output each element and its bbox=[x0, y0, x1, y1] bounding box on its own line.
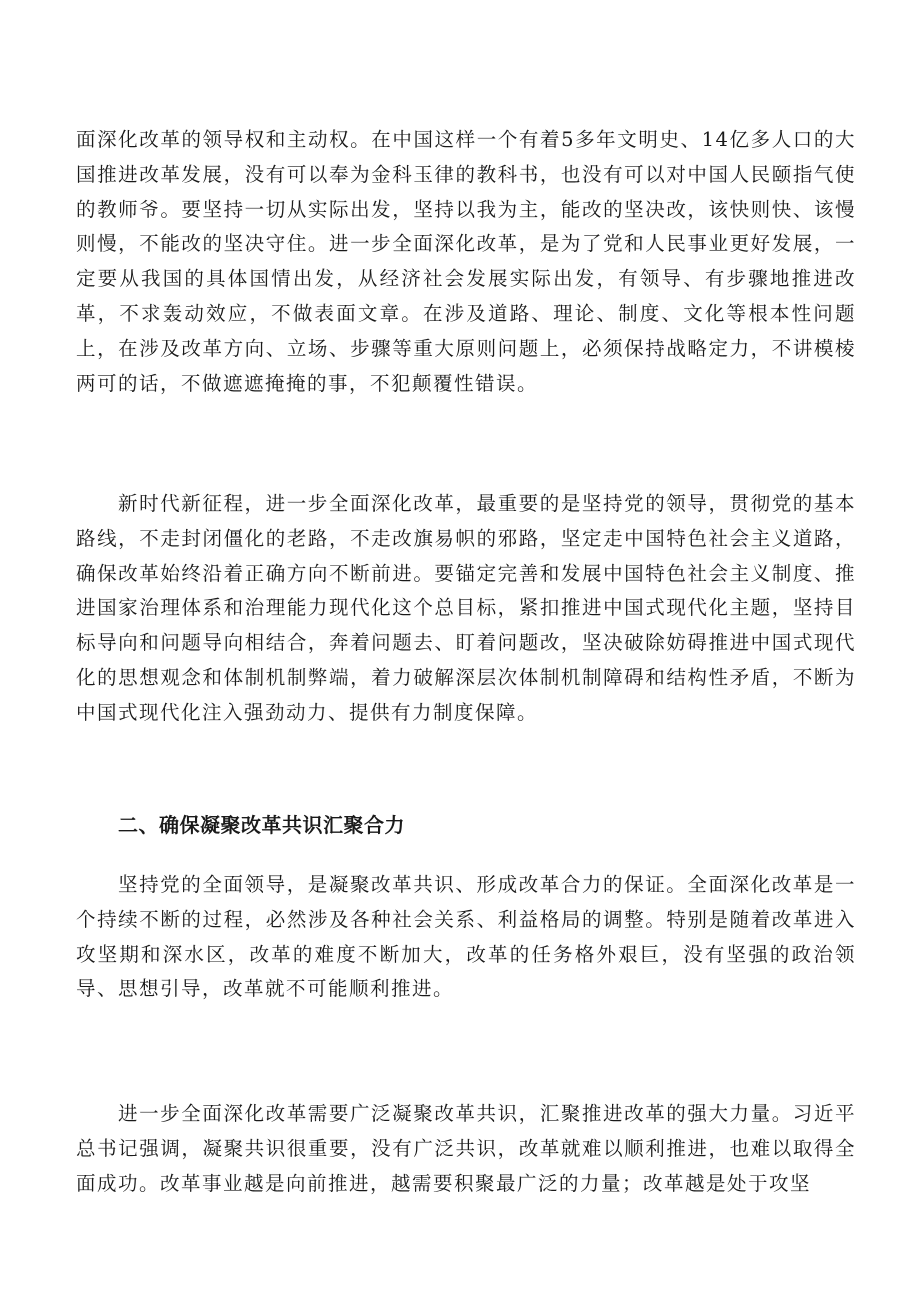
paragraph-4: 进一步全面深化改革需要广泛凝聚改革共识，汇聚推进改革的强大力量。习近平总书记强调，凝聚共识很重要，没有广泛共识，改革就难以顺利推进，也难以取得全面成功。改革事业越是向前推进，越需要积聚最广泛的力量；改革越是处于攻坚 bbox=[76, 1102, 856, 1195]
paragraph-2: 新时代新征程，进一步全面深化改革，最重要的是坚持党的领导，贯彻党的基本路线，不走封闭僵化的老路，不走改旗易帜的邪路，坚定走中国特色社会主义道路，确保改革始终沿着正确方向不断前进。要锚定完善和发展中国特色社会主义制度、推进国家治理体系和治理能力现代化这个总目标，紧扣推进中国式现代化主题，坚持目标导向和问题导向相结合，奔着问题去、盯着问题改，坚决破除妨碍推进中国式现代化的思想观念和体制机制弊端，着力破解深层次体制机制障碍和结构性矛盾，不断为中国式现代化注入强劲动力、提供有力制度保障。 bbox=[76, 492, 856, 724]
section-heading: 二、确保凝聚改革共识汇聚合力 bbox=[118, 813, 405, 837]
paragraph-1: 面深化改革的领导权和主动权。在中国这样一个有着5多年文明史、14亿多人口的大国推进改革发展，没有可以奉为金科玉律的教科书，也没有可以对中国人民颐指气使的教师爷。要坚持一切从实际出发，坚持以我为主，能改的坚决改，该快则快、该慢则慢，不能改的坚决守住。进一步全面深化改革，是为了党和人民事业更好发展，一定要从我国的具体国情出发，从经济社会发展实际出发，有领导、有步骤地推进改革，不求轰动效应，不做表面文章。在涉及道路、理论、制度、文化等根本性问题上，在涉及改革方向、立场、步骤等重大原则问题上，必须保持战略定力，不讲模棱两可的话，不做遮遮掩掩的事，不犯颠覆性错误。 bbox=[76, 128, 856, 395]
paragraph-3: 坚持党的全面领导，是凝聚改革共识、形成改革合力的保证。全面深化改革是一个持续不断的过程，必然涉及各种社会关系、利益格局的调整。特别是随着改革进入攻坚期和深水区，改革的难度不断加大，改革的任务格外艰巨，没有坚强的政治领导、思想引导，改革就不可能顺利推进。 bbox=[76, 873, 856, 1001]
